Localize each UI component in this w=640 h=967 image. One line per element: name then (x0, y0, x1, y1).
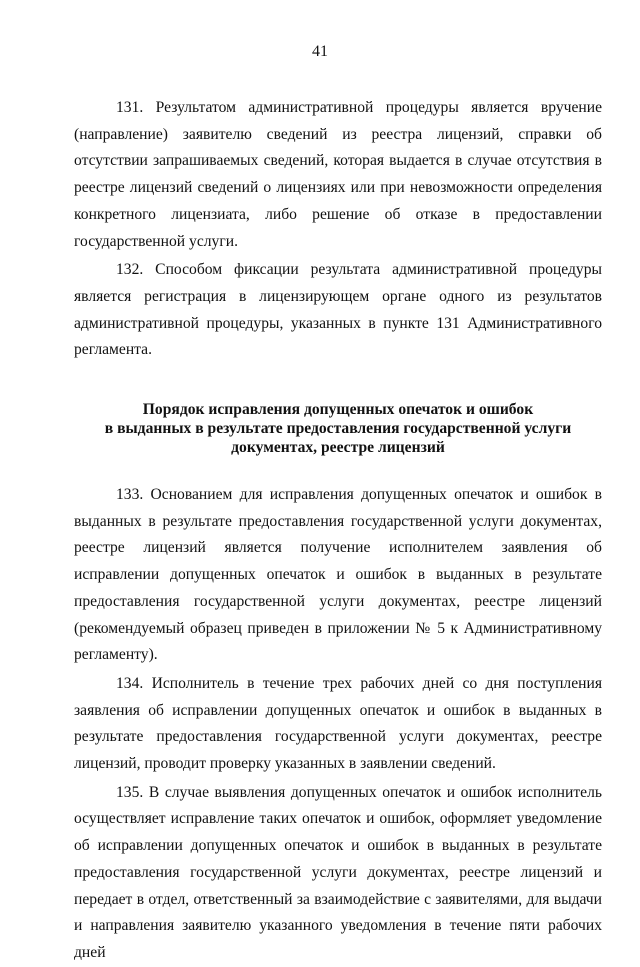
paragraph-135: 135. В случае выявления допущенных опечаток и ошибок исполнитель осуществляет исправление таких опечаток и ошибок, оформляет уведомление об исправлении допущенных опечаток и ошибок в выданных в результате предоставления государственной услуги документах, реестре лицензий и передает в отдел, ответственный за взаимодействие с заявителями, для выдачи и направления заявителю указанного уведомления в течение пяти рабочих дней (74, 783, 602, 961)
document-body (74, 95, 602, 967)
paragraph-132: 132. Способом фиксации результата административной процедуры является регистрация в лицензирующем органе одного из результатов административной процедуры, указанных в пункте 131 Административного регламента. (74, 261, 602, 359)
paragraph-134: 134. Исполнитель в течение трех рабочих дней со дня поступления заявления об исправлении допущенных опечаток и ошибок в выданных в результате предоставления государственной услуги документах, реестре лицензий, проводит проверку указанных в заявлении сведений. (74, 674, 602, 773)
section-heading (74, 400, 602, 457)
section-heading-line-1: Порядок исправления допущенных опечаток и ошибок (142, 401, 534, 419)
paragraph-131: 131. Результатом административной процедуры является вручение (направление) заявителю сведений из реестра лицензий, справки об отсутствии запрашиваемых сведений, которая выдается в случае отсутствия в реестре лицензий сведений о лицензиях или при невозможности определения конкретного лицензиата, либо решение об отказе в предоставлении государственной услуги. (74, 99, 602, 250)
paragraph-133: 133. Основанием для исправления допущенных опечаток и ошибок в выданных в результате предоставления государственной услуги документах, реестре лицензий является получение исполнителем заявления об исправлении допущенных опечаток и ошибок в выданных в результате предоставления государственной услуги документах, реестре лицензий (рекомендуемый образец приведен в приложении № 5 к Административному регламенту). (74, 486, 602, 664)
section-heading-line-3: документах, реестре лицензий (231, 439, 445, 457)
section-heading-line-2: в выданных в результате предоставления государственной услуги (104, 420, 572, 438)
page-number: 41 (312, 43, 328, 60)
